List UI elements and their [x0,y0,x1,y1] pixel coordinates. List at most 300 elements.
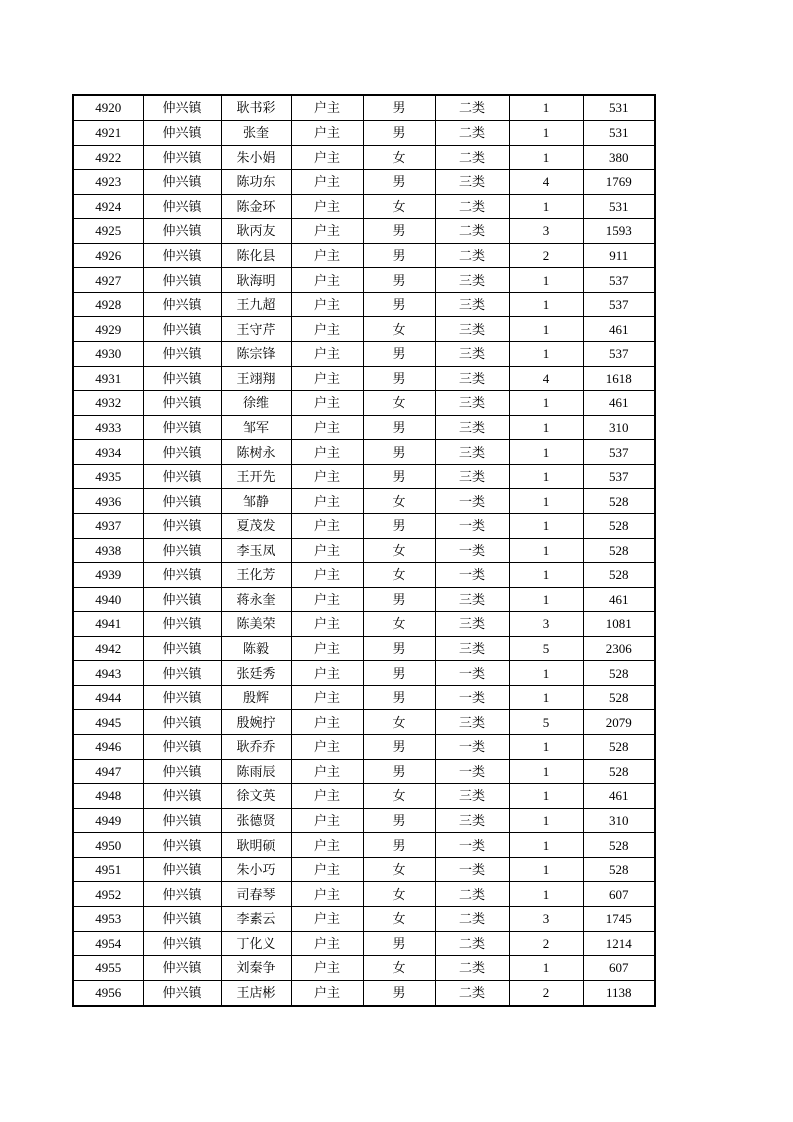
table-row [73,513,655,538]
table-row [73,833,655,858]
cell-relation: 户主 [291,833,363,858]
cell-relation: 户主 [291,513,363,538]
cell-gender: 男 [363,95,435,120]
cell-headcount: 5 [509,636,583,661]
cell-gender: 女 [363,710,435,735]
cell-headcount: 1 [509,440,583,465]
cell-category: 三类 [435,342,509,367]
cell-town: 仲兴镇 [143,366,221,391]
cell-gender: 男 [363,342,435,367]
cell-gender: 女 [363,612,435,637]
cell-person-name: 陈树永 [221,440,291,465]
cell-serial-number: 4942 [73,636,143,661]
table-row [73,219,655,244]
cell-serial-number: 4924 [73,194,143,219]
cell-category: 二类 [435,95,509,120]
cell-person-name: 丁化义 [221,931,291,956]
cell-gender: 男 [363,120,435,145]
cell-gender: 男 [363,931,435,956]
cell-person-name: 王翊翔 [221,366,291,391]
cell-headcount: 1 [509,956,583,981]
cell-relation: 户主 [291,243,363,268]
cell-town: 仲兴镇 [143,612,221,637]
cell-category: 一类 [435,661,509,686]
cell-category: 二类 [435,243,509,268]
cell-amount: 1214 [583,931,655,956]
cell-category: 一类 [435,563,509,588]
cell-amount: 528 [583,513,655,538]
cell-category: 三类 [435,612,509,637]
cell-town: 仲兴镇 [143,513,221,538]
cell-town: 仲兴镇 [143,170,221,195]
cell-serial-number: 4950 [73,833,143,858]
cell-relation: 户主 [291,268,363,293]
cell-gender: 男 [363,415,435,440]
cell-serial-number: 4938 [73,538,143,563]
cell-relation: 户主 [291,391,363,416]
cell-relation: 户主 [291,194,363,219]
cell-gender: 女 [363,956,435,981]
cell-relation: 户主 [291,563,363,588]
cell-person-name: 耿明硕 [221,833,291,858]
cell-relation: 户主 [291,219,363,244]
cell-serial-number: 4922 [73,145,143,170]
cell-person-name: 耿丙友 [221,219,291,244]
cell-category: 一类 [435,759,509,784]
cell-person-name: 王化芳 [221,563,291,588]
cell-headcount: 5 [509,710,583,735]
cell-person-name: 李玉凤 [221,538,291,563]
cell-headcount: 3 [509,612,583,637]
table-row [73,612,655,637]
cell-headcount: 1 [509,342,583,367]
cell-headcount: 1 [509,513,583,538]
cell-category: 二类 [435,956,509,981]
cell-serial-number: 4953 [73,906,143,931]
cell-town: 仲兴镇 [143,317,221,342]
table-row [73,906,655,931]
cell-relation: 户主 [291,464,363,489]
cell-person-name: 刘秦争 [221,956,291,981]
cell-person-name: 陈金环 [221,194,291,219]
cell-amount: 537 [583,292,655,317]
table-row [73,489,655,514]
table-row [73,268,655,293]
cell-serial-number: 4920 [73,95,143,120]
cell-gender: 男 [363,808,435,833]
table-row [73,415,655,440]
cell-town: 仲兴镇 [143,636,221,661]
cell-person-name: 王开先 [221,464,291,489]
cell-town: 仲兴镇 [143,194,221,219]
cell-serial-number: 4925 [73,219,143,244]
cell-relation: 户主 [291,956,363,981]
cell-relation: 户主 [291,317,363,342]
cell-headcount: 1 [509,120,583,145]
cell-gender: 男 [363,268,435,293]
cell-serial-number: 4932 [73,391,143,416]
cell-amount: 310 [583,415,655,440]
cell-amount: 528 [583,833,655,858]
cell-serial-number: 4923 [73,170,143,195]
table-row [73,661,655,686]
cell-amount: 461 [583,317,655,342]
cell-amount: 537 [583,268,655,293]
cell-relation: 户主 [291,95,363,120]
cell-category: 三类 [435,268,509,293]
cell-serial-number: 4946 [73,735,143,760]
cell-headcount: 1 [509,587,583,612]
cell-gender: 女 [363,563,435,588]
cell-town: 仲兴镇 [143,980,221,1006]
cell-town: 仲兴镇 [143,906,221,931]
cell-gender: 男 [363,980,435,1006]
cell-town: 仲兴镇 [143,391,221,416]
cell-gender: 男 [363,170,435,195]
table-row [73,317,655,342]
cell-relation: 户主 [291,980,363,1006]
cell-headcount: 1 [509,857,583,882]
table-row [73,366,655,391]
cell-serial-number: 4939 [73,563,143,588]
cell-headcount: 1 [509,391,583,416]
table-row [73,857,655,882]
cell-category: 三类 [435,808,509,833]
cell-town: 仲兴镇 [143,735,221,760]
cell-relation: 户主 [291,366,363,391]
cell-serial-number: 4934 [73,440,143,465]
cell-gender: 男 [363,833,435,858]
cell-gender: 女 [363,906,435,931]
cell-person-name: 王九超 [221,292,291,317]
cell-serial-number: 4927 [73,268,143,293]
cell-town: 仲兴镇 [143,415,221,440]
cell-category: 一类 [435,685,509,710]
cell-town: 仲兴镇 [143,956,221,981]
cell-town: 仲兴镇 [143,833,221,858]
cell-serial-number: 4943 [73,661,143,686]
cell-gender: 女 [363,882,435,907]
cell-serial-number: 4947 [73,759,143,784]
table-row [73,735,655,760]
cell-town: 仲兴镇 [143,489,221,514]
cell-headcount: 2 [509,931,583,956]
cell-relation: 户主 [291,587,363,612]
cell-person-name: 朱小娟 [221,145,291,170]
cell-category: 三类 [435,366,509,391]
cell-amount: 1081 [583,612,655,637]
cell-relation: 户主 [291,906,363,931]
cell-gender: 男 [363,587,435,612]
cell-headcount: 1 [509,661,583,686]
cell-person-name: 徐维 [221,391,291,416]
cell-headcount: 1 [509,268,583,293]
cell-person-name: 李素云 [221,906,291,931]
cell-gender: 男 [363,440,435,465]
cell-headcount: 4 [509,170,583,195]
cell-relation: 户主 [291,120,363,145]
cell-category: 三类 [435,636,509,661]
cell-headcount: 1 [509,464,583,489]
cell-person-name: 陈功东 [221,170,291,195]
cell-amount: 528 [583,661,655,686]
table-row [73,95,655,120]
cell-gender: 男 [363,759,435,784]
cell-amount: 531 [583,120,655,145]
cell-amount: 537 [583,440,655,465]
cell-amount: 528 [583,489,655,514]
cell-gender: 女 [363,145,435,170]
table-row [73,882,655,907]
cell-relation: 户主 [291,292,363,317]
cell-amount: 537 [583,342,655,367]
cell-category: 一类 [435,735,509,760]
cell-relation: 户主 [291,489,363,514]
cell-serial-number: 4936 [73,489,143,514]
cell-town: 仲兴镇 [143,710,221,735]
cell-person-name: 陈化县 [221,243,291,268]
cell-serial-number: 4945 [73,710,143,735]
table-row [73,342,655,367]
cell-person-name: 蒋永奎 [221,587,291,612]
cell-town: 仲兴镇 [143,243,221,268]
cell-relation: 户主 [291,759,363,784]
cell-amount: 537 [583,464,655,489]
cell-relation: 户主 [291,685,363,710]
cell-person-name: 司春琴 [221,882,291,907]
cell-amount: 531 [583,194,655,219]
cell-relation: 户主 [291,857,363,882]
table-row [73,440,655,465]
cell-relation: 户主 [291,145,363,170]
cell-person-name: 朱小巧 [221,857,291,882]
cell-gender: 女 [363,538,435,563]
cell-amount: 607 [583,956,655,981]
cell-amount: 310 [583,808,655,833]
cell-headcount: 1 [509,194,583,219]
table-row [73,931,655,956]
cell-relation: 户主 [291,784,363,809]
cell-relation: 户主 [291,808,363,833]
cell-person-name: 张德贤 [221,808,291,833]
cell-serial-number: 4941 [73,612,143,637]
table-row [73,563,655,588]
cell-category: 二类 [435,219,509,244]
cell-category: 二类 [435,120,509,145]
cell-amount: 528 [583,685,655,710]
cell-headcount: 1 [509,145,583,170]
cell-amount: 461 [583,587,655,612]
cell-category: 一类 [435,833,509,858]
cell-headcount: 1 [509,685,583,710]
cell-amount: 607 [583,882,655,907]
cell-gender: 男 [363,636,435,661]
cell-amount: 2079 [583,710,655,735]
cell-town: 仲兴镇 [143,440,221,465]
cell-serial-number: 4940 [73,587,143,612]
cell-headcount: 1 [509,833,583,858]
cell-town: 仲兴镇 [143,784,221,809]
household-table-body [73,95,655,1006]
cell-category: 二类 [435,931,509,956]
cell-relation: 户主 [291,735,363,760]
table-row [73,784,655,809]
table-row [73,391,655,416]
cell-gender: 女 [363,784,435,809]
cell-category: 二类 [435,882,509,907]
cell-headcount: 1 [509,735,583,760]
table-row [73,145,655,170]
cell-category: 一类 [435,489,509,514]
cell-amount: 531 [583,95,655,120]
cell-person-name: 邹军 [221,415,291,440]
cell-category: 一类 [435,513,509,538]
cell-headcount: 1 [509,489,583,514]
cell-gender: 男 [363,243,435,268]
cell-headcount: 1 [509,415,583,440]
table-row [73,464,655,489]
cell-town: 仲兴镇 [143,95,221,120]
cell-relation: 户主 [291,636,363,661]
cell-category: 二类 [435,906,509,931]
cell-serial-number: 4949 [73,808,143,833]
cell-amount: 1138 [583,980,655,1006]
cell-town: 仲兴镇 [143,685,221,710]
cell-relation: 户主 [291,440,363,465]
cell-relation: 户主 [291,661,363,686]
cell-relation: 户主 [291,882,363,907]
cell-category: 三类 [435,440,509,465]
cell-amount: 1618 [583,366,655,391]
table-row [73,710,655,735]
cell-serial-number: 4937 [73,513,143,538]
cell-relation: 户主 [291,415,363,440]
cell-amount: 1769 [583,170,655,195]
cell-person-name: 张廷秀 [221,661,291,686]
cell-town: 仲兴镇 [143,145,221,170]
cell-town: 仲兴镇 [143,882,221,907]
cell-person-name: 陈美荣 [221,612,291,637]
cell-serial-number: 4928 [73,292,143,317]
cell-headcount: 1 [509,317,583,342]
cell-headcount: 1 [509,808,583,833]
cell-person-name: 殷辉 [221,685,291,710]
cell-headcount: 1 [509,538,583,563]
cell-town: 仲兴镇 [143,464,221,489]
cell-headcount: 1 [509,95,583,120]
cell-amount: 528 [583,538,655,563]
cell-relation: 户主 [291,931,363,956]
cell-gender: 男 [363,366,435,391]
cell-category: 三类 [435,292,509,317]
cell-town: 仲兴镇 [143,931,221,956]
cell-person-name: 陈雨辰 [221,759,291,784]
cell-person-name: 陈毅 [221,636,291,661]
cell-headcount: 2 [509,243,583,268]
cell-town: 仲兴镇 [143,808,221,833]
cell-town: 仲兴镇 [143,538,221,563]
cell-person-name: 耿乔乔 [221,735,291,760]
cell-headcount: 1 [509,563,583,588]
cell-gender: 男 [363,661,435,686]
cell-category: 三类 [435,170,509,195]
table-row [73,120,655,145]
table-row [73,170,655,195]
cell-serial-number: 4944 [73,685,143,710]
cell-gender: 男 [363,685,435,710]
table-row [73,956,655,981]
cell-category: 一类 [435,538,509,563]
cell-serial-number: 4948 [73,784,143,809]
cell-town: 仲兴镇 [143,268,221,293]
cell-gender: 女 [363,489,435,514]
cell-category: 三类 [435,464,509,489]
cell-relation: 户主 [291,710,363,735]
cell-amount: 528 [583,857,655,882]
table-row [73,980,655,1006]
cell-serial-number: 4931 [73,366,143,391]
cell-headcount: 1 [509,784,583,809]
cell-person-name: 夏茂发 [221,513,291,538]
table-row [73,685,655,710]
table-row [73,808,655,833]
cell-relation: 户主 [291,170,363,195]
cell-serial-number: 4956 [73,980,143,1006]
cell-person-name: 徐文英 [221,784,291,809]
cell-serial-number: 4926 [73,243,143,268]
cell-headcount: 3 [509,219,583,244]
cell-relation: 户主 [291,342,363,367]
cell-serial-number: 4935 [73,464,143,489]
cell-category: 二类 [435,980,509,1006]
cell-town: 仲兴镇 [143,857,221,882]
cell-amount: 911 [583,243,655,268]
cell-gender: 男 [363,513,435,538]
cell-amount: 528 [583,759,655,784]
cell-category: 三类 [435,391,509,416]
cell-gender: 女 [363,391,435,416]
cell-headcount: 2 [509,980,583,1006]
cell-town: 仲兴镇 [143,759,221,784]
cell-gender: 男 [363,464,435,489]
cell-town: 仲兴镇 [143,342,221,367]
cell-category: 三类 [435,317,509,342]
table-row [73,538,655,563]
cell-gender: 女 [363,194,435,219]
cell-serial-number: 4954 [73,931,143,956]
cell-serial-number: 4955 [73,956,143,981]
cell-amount: 1745 [583,906,655,931]
cell-category: 一类 [435,857,509,882]
cell-town: 仲兴镇 [143,219,221,244]
cell-gender: 女 [363,317,435,342]
cell-gender: 男 [363,735,435,760]
table-row [73,587,655,612]
cell-town: 仲兴镇 [143,563,221,588]
cell-serial-number: 4933 [73,415,143,440]
cell-amount: 461 [583,784,655,809]
cell-town: 仲兴镇 [143,292,221,317]
cell-gender: 女 [363,857,435,882]
cell-amount: 461 [583,391,655,416]
cell-relation: 户主 [291,612,363,637]
cell-person-name: 殷婉拧 [221,710,291,735]
table-row [73,292,655,317]
cell-serial-number: 4930 [73,342,143,367]
cell-headcount: 3 [509,906,583,931]
cell-person-name: 耿海明 [221,268,291,293]
cell-serial-number: 4921 [73,120,143,145]
